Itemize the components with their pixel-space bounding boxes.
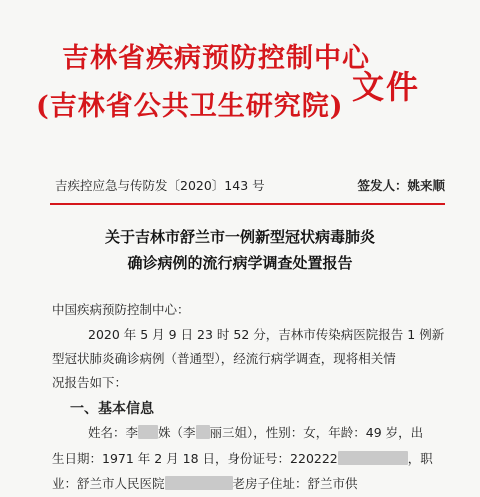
paragraph-line: 2020 年 5 月 9 日 23 时 52 分，吉林市传染病医院报告 1 例新 bbox=[88, 327, 445, 342]
document-meta bbox=[55, 176, 445, 196]
document-type: 文件 bbox=[352, 68, 421, 106]
redaction-block bbox=[165, 476, 233, 490]
info-text: 老房子住址：舒兰市供 bbox=[232, 476, 358, 491]
paragraph-line: 况报告如下： bbox=[52, 375, 128, 390]
info-text: 姝（李 bbox=[158, 425, 196, 440]
info-text: ，职 bbox=[407, 451, 433, 466]
signer: 签发人：姚来顺 bbox=[357, 178, 445, 193]
report-title-line2: 确诊病例的流行病学调查处置报告 bbox=[127, 254, 353, 272]
info-text: 业：舒兰市人民医院 bbox=[52, 476, 165, 491]
redaction-block bbox=[196, 425, 210, 439]
info-line bbox=[52, 449, 457, 467]
document-number: 吉疾控应急与传防发〔2020〕143 号 bbox=[55, 178, 265, 193]
redaction-block bbox=[138, 425, 158, 439]
header-divider bbox=[50, 203, 445, 205]
info-line bbox=[88, 423, 480, 441]
redaction-block bbox=[338, 451, 408, 465]
org-name-line2: (吉林省公共卫生研究院) bbox=[36, 91, 344, 122]
info-text: 生日期：1971 年 2 月 18 日，身份证号：220222 bbox=[52, 451, 338, 466]
report-title-line1: 关于吉林市舒兰市一例新型冠状病毒肺炎 bbox=[104, 228, 375, 246]
section-heading: 一、基本信息 bbox=[70, 401, 154, 417]
info-line bbox=[52, 474, 457, 492]
org-name-line1: 吉林省疾病预防控制中心 bbox=[62, 43, 370, 74]
info-text: 姓名：李 bbox=[88, 425, 139, 440]
paragraph-line: 型冠状肺炎确诊病例（普通型），经流行病学调查，现将相关情 bbox=[52, 351, 396, 366]
info-text: 丽三姐），性别：女，年龄：49 岁，出 bbox=[209, 425, 424, 440]
recipient: 中国疾病预防控制中心： bbox=[52, 302, 190, 317]
